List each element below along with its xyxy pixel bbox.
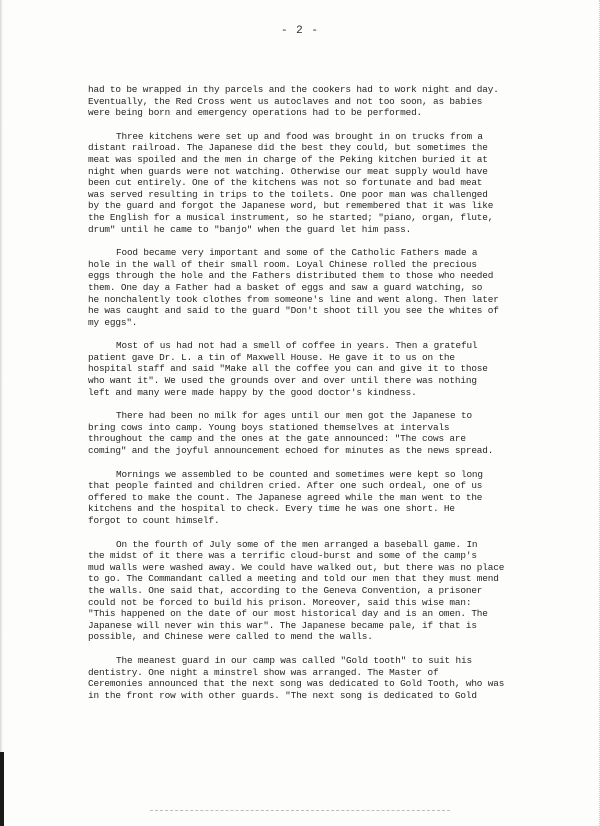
paragraph-3 xyxy=(88,247,588,328)
paragraph-6-text: Mornings we assembled to be counted and sometimes were kept so long that people fainted and children cried. After one such ordeal, one of us offered to make the count. The Japanese agreed while the man went to the kitchens and the hospital to check. Every time he was one short. He forgot to count himself. xyxy=(88,468,483,526)
paragraph-4 xyxy=(88,340,588,398)
paragraph-6 xyxy=(88,469,588,527)
paragraph-1: had to be wrapped in thy parcels and the cookers had to work night and day. Eventually, the Red Cross went us autoclaves and not too soon, as babies were being born and emergency operations had to be performed. xyxy=(88,84,499,119)
page-number: - 2 - xyxy=(280,25,319,37)
paragraph-5 xyxy=(88,410,588,456)
paragraph-7-text: On the fourth of July some of the men arranged a baseball game. In the midst of it there was a terrific cloud-burst and some of the camp's mud walls were washed away. We could have walked out, but there was no place to go. The Commandant called a meeting and told our men that they must mend the walls. One said that, according to the Geneva Convention, a prisoner could not be forced to build his prison. Moreover, said this wise man: "This happened on the date of our most historical day and is an omen. The Japanese will never win this war". The Japanese became pale, if that is possible, and Chinese were called to mend the walls. xyxy=(88,538,505,643)
footer-scan-artifact xyxy=(150,810,450,812)
paragraph-2-text: Three kitchens were set up and food was brought in on trucks from a distant railroad. The Japanese did the best they could, but sometimes the meat was spoiled and the men in charge of the Peking kitchen buried it at night when guards were not watching. Otherwise our meat supply would have been cut entirely. One of the kitchens was not so fortunate and bad meat was served resulting in trips to the toilets. One poor man was challenged by the guard and forgot the Japanese word, but remembered that it was like the English for a musical instrument, so he started; "piano, organ, flute, drum" until he came to "banjo" when the guard let him pass. xyxy=(88,130,494,235)
paragraph-3-text: Food became very important and some of the Catholic Fathers made a hole in the wall of their small room. Loyal Chinese rolled the precious eggs through the hole and the Fathers distributed them to those who needed them. One day a Father had a basket of eggs and saw a guard watching, so he nonchalently took clothes from someone's line and went along. Then later he was caught and said to the guard "Don't shoot till you see the whites of my eggs". xyxy=(88,247,499,328)
paragraph-4-text: Most of us had not had a smell of coffee in years. Then a grateful patient gave Dr. L. a tin of Maxwell House. He gave it to us on the hospital staff and said "Make all the coffee you can and give it to those who want it". We used the grounds over and over until there was nothing left and many were made happy by the good doctor's kindness. xyxy=(88,340,488,398)
paragraph-2 xyxy=(88,131,588,235)
paragraph-8 xyxy=(88,655,588,701)
binder-edge-mark xyxy=(0,752,4,826)
paragraph-8-text: The meanest guard in our camp was called "Gold tooth" to suit his dentistry. One night a minstrel show was arranged. The Master of Ceremonies announced that the next song was dedicated to Gold Tooth, who was in the front row with other guards. "The next song is dedicated to Gold xyxy=(88,654,505,701)
typed-text-body xyxy=(88,84,588,713)
paragraph-7 xyxy=(88,539,588,643)
page-left-edge xyxy=(0,0,3,826)
paragraph-5-text: There had been no milk for ages until our men got the Japanese to bring cows into camp. Young boys stationed themselves at intervals throughout the camp and the ones at the gate announced: "The cows are coming" and the joyful announcement echoed for minutes as the news spread. xyxy=(88,410,494,457)
